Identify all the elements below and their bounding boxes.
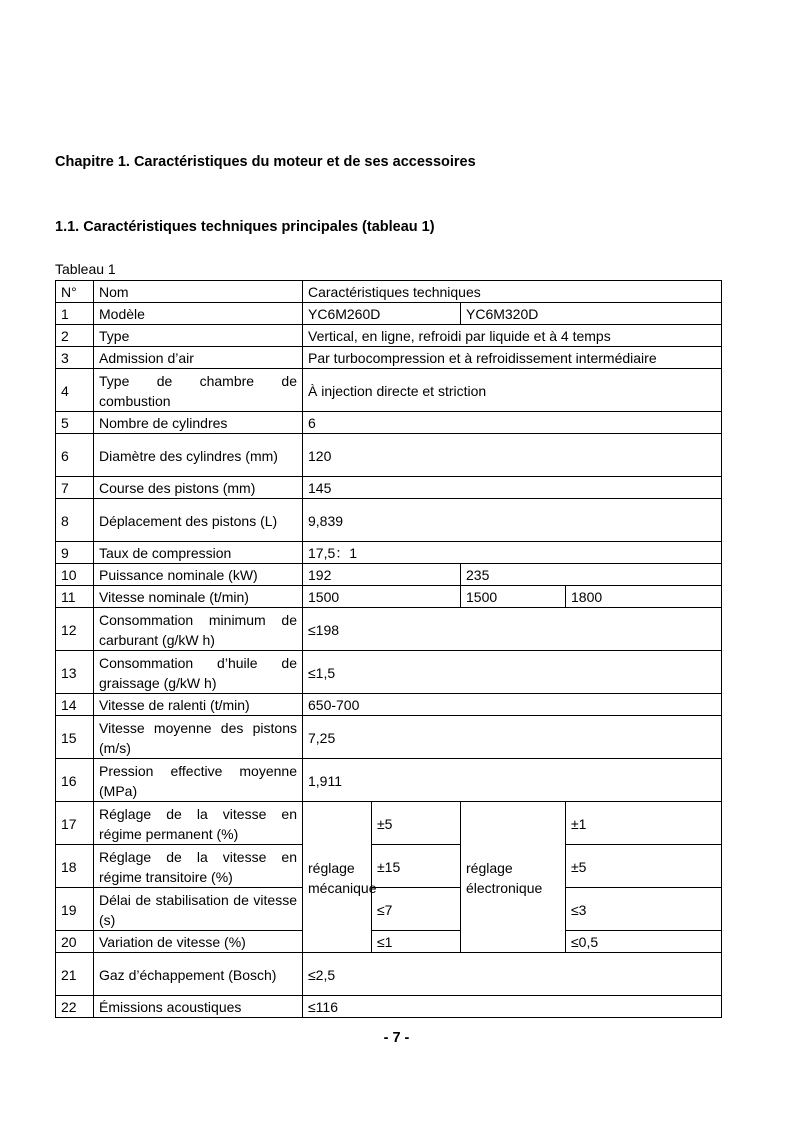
row-num: 18 bbox=[56, 845, 94, 888]
row-num: 14 bbox=[56, 694, 94, 716]
table-row bbox=[56, 347, 722, 369]
row-name: Variation de vitesse (%) bbox=[94, 931, 303, 953]
row-value: 6 bbox=[303, 412, 722, 434]
mechanical-value: ±15 bbox=[372, 845, 461, 888]
table-row bbox=[56, 608, 722, 651]
row-name: Déplacement des pistons (L) bbox=[94, 499, 303, 542]
row-name: Type de chambre de combustion bbox=[94, 369, 303, 412]
row-value: 17,5：1 bbox=[303, 542, 722, 564]
chapter-title: Chapitre 1. Caractéristiques du moteur et de ses accessoires bbox=[55, 154, 476, 170]
header-name: Nom bbox=[94, 281, 303, 303]
row-num: 4 bbox=[56, 369, 94, 412]
electronic-value: ≤3 bbox=[566, 888, 722, 931]
row-value: YC6M320D bbox=[461, 303, 722, 325]
row-value: 235 bbox=[461, 564, 722, 586]
table-row bbox=[56, 434, 722, 477]
header-num: N° bbox=[56, 281, 94, 303]
table-row bbox=[56, 888, 722, 931]
row-num: 21 bbox=[56, 953, 94, 996]
row-value: ≤198 bbox=[303, 608, 722, 651]
row-num: 19 bbox=[56, 888, 94, 931]
row-num: 22 bbox=[56, 996, 94, 1018]
row-name: Pression effective moyenne (MPa) bbox=[94, 759, 303, 802]
table-row bbox=[56, 586, 722, 608]
row-num: 15 bbox=[56, 716, 94, 759]
row-num: 11 bbox=[56, 586, 94, 608]
row-name: Course des pistons (mm) bbox=[94, 477, 303, 499]
table-row bbox=[56, 996, 722, 1018]
page-number: - 7 - bbox=[383, 1030, 410, 1046]
row-value: 1500 bbox=[303, 586, 461, 608]
table-row bbox=[56, 802, 722, 845]
mechanical-value: ±5 bbox=[372, 802, 461, 845]
row-name: Vitesse nominale (t/min) bbox=[94, 586, 303, 608]
row-num: 12 bbox=[56, 608, 94, 651]
row-num: 20 bbox=[56, 931, 94, 953]
row-name: Consommation minimum de carburant (g/kW h) bbox=[94, 608, 303, 651]
table-row bbox=[56, 651, 722, 694]
row-value: 192 bbox=[303, 564, 461, 586]
row-name: Réglage de la vitesse en régime transitoire (%) bbox=[94, 845, 303, 888]
row-value: 120 bbox=[303, 434, 722, 477]
row-value: 1500 bbox=[461, 586, 566, 608]
row-name: Délai de stabilisation de vitesse (s) bbox=[94, 888, 303, 931]
table-row bbox=[56, 953, 722, 996]
electronic-value: ±1 bbox=[566, 802, 722, 845]
table-row bbox=[56, 303, 722, 325]
row-name: Vitesse de ralenti (t/min) bbox=[94, 694, 303, 716]
row-value: Vertical, en ligne, refroidi par liquide et à 4 temps bbox=[303, 325, 722, 347]
row-name: Émissions acoustiques bbox=[94, 996, 303, 1018]
row-num: 13 bbox=[56, 651, 94, 694]
row-name: Nombre de cylindres bbox=[94, 412, 303, 434]
spec-table bbox=[55, 280, 722, 1018]
table-row bbox=[56, 694, 722, 716]
row-name: Vitesse moyenne des pistons (m/s) bbox=[94, 716, 303, 759]
table-caption: Tableau 1 bbox=[55, 261, 116, 277]
row-num: 16 bbox=[56, 759, 94, 802]
row-name: Admission d’air bbox=[94, 347, 303, 369]
row-value: ≤1,5 bbox=[303, 651, 722, 694]
row-name: Type bbox=[94, 325, 303, 347]
table-row bbox=[56, 325, 722, 347]
row-value: 145 bbox=[303, 477, 722, 499]
row-num: 17 bbox=[56, 802, 94, 845]
table-row bbox=[56, 542, 722, 564]
mechanical-regulation-label: réglage mécanique bbox=[303, 802, 372, 953]
row-name: Consommation d’huile de graissage (g/kW h) bbox=[94, 651, 303, 694]
row-name: Diamètre des cylindres (mm) bbox=[94, 434, 303, 477]
row-value: Par turbocompression et à refroidissement intermédiaire bbox=[303, 347, 722, 369]
row-num: 1 bbox=[56, 303, 94, 325]
row-num: 7 bbox=[56, 477, 94, 499]
row-value: 1800 bbox=[566, 586, 722, 608]
row-num: 2 bbox=[56, 325, 94, 347]
row-value: 7,25 bbox=[303, 716, 722, 759]
mechanical-value: ≤1 bbox=[372, 931, 461, 953]
table-row bbox=[56, 477, 722, 499]
table-row bbox=[56, 845, 722, 888]
header-spec: Caractéristiques techniques bbox=[303, 281, 722, 303]
row-name: Modèle bbox=[94, 303, 303, 325]
row-num: 3 bbox=[56, 347, 94, 369]
table-row bbox=[56, 369, 722, 412]
section-title: 1.1. Caractéristiques techniques principales (tableau 1) bbox=[55, 219, 435, 235]
row-num: 8 bbox=[56, 499, 94, 542]
row-name: Réglage de la vitesse en régime permanent (%) bbox=[94, 802, 303, 845]
row-num: 6 bbox=[56, 434, 94, 477]
electronic-value: ≤0,5 bbox=[566, 931, 722, 953]
row-num: 10 bbox=[56, 564, 94, 586]
table-row bbox=[56, 499, 722, 542]
electronic-value: ±5 bbox=[566, 845, 722, 888]
table-row bbox=[56, 931, 722, 953]
row-value: ≤2,5 bbox=[303, 953, 722, 996]
mechanical-value: ≤7 bbox=[372, 888, 461, 931]
row-num: 9 bbox=[56, 542, 94, 564]
table-row bbox=[56, 759, 722, 802]
row-value: 1,911 bbox=[303, 759, 722, 802]
row-value: ≤116 bbox=[303, 996, 722, 1018]
table-row bbox=[56, 716, 722, 759]
row-value: À injection directe et striction bbox=[303, 369, 722, 412]
row-value: YC6M260D bbox=[303, 303, 461, 325]
row-num: 5 bbox=[56, 412, 94, 434]
row-value: 9,839 bbox=[303, 499, 722, 542]
electronic-regulation-label: réglage électronique bbox=[461, 802, 566, 953]
row-name: Puissance nominale (kW) bbox=[94, 564, 303, 586]
table-row bbox=[56, 564, 722, 586]
row-name: Taux de compression bbox=[94, 542, 303, 564]
table-header-row bbox=[56, 281, 722, 303]
row-name: Gaz d’échappement (Bosch) bbox=[94, 953, 303, 996]
table-row bbox=[56, 412, 722, 434]
row-value: 650-700 bbox=[303, 694, 722, 716]
